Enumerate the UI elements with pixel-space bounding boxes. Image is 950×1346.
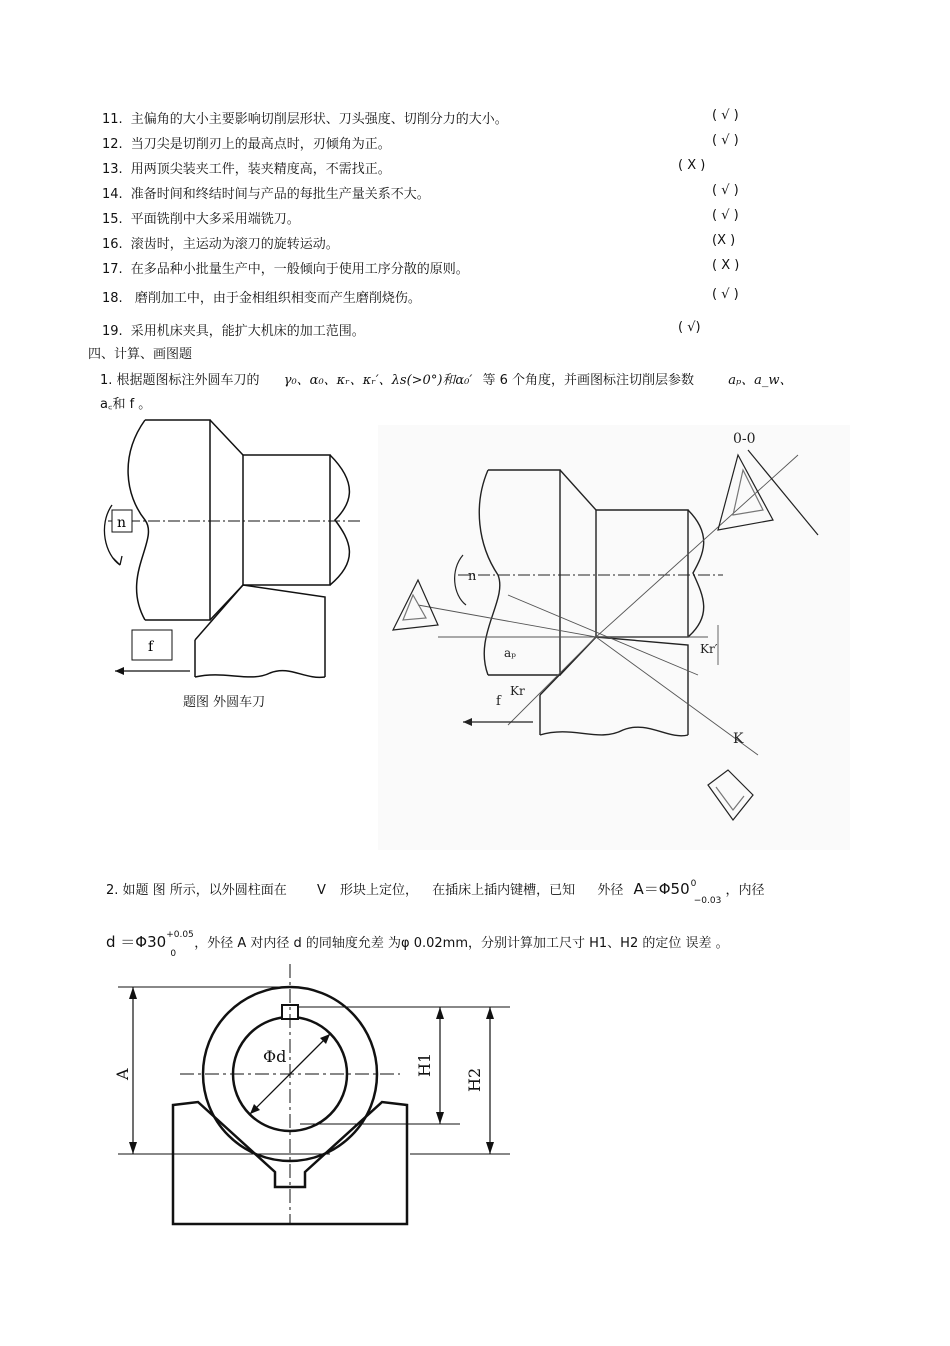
judgement-number: 12. [102, 137, 123, 152]
judgement-text: 在多品种小批量生产中，一般倾向于使用工序分散的原则。 [130, 262, 469, 277]
question-1-line1: 1. 根据题图标注外圆车刀的 γ₀、α₀、κᵣ、κᵣ′、λs(>0°)和α₀′ 等 6 个角度，并画图标注切削层参数 aₚ、a_w、 [100, 373, 793, 388]
section-heading: 四、计算、画图题 [88, 347, 193, 362]
judgement-number: 14. [102, 187, 123, 202]
judgement-answer: ( √ ) [712, 133, 739, 148]
judgement-item [102, 320, 365, 339]
judgement-text: 采用机床夹具，能扩大机床的加工范围。 [130, 324, 365, 339]
judgement-item [102, 108, 508, 127]
rotation-label-answer: n [468, 569, 477, 584]
judgement-answer: ( √ ) [712, 108, 739, 123]
figure-1-caption: 题图 外圆车刀 [183, 695, 266, 710]
h1-dimension-label: H1 [415, 1052, 434, 1077]
judgement-text: 主偏角的大小主要影响切削层形状、刀头强度、切削分力的大小。 [130, 112, 508, 127]
judgement-number: 19. [102, 324, 123, 339]
judgement-number: 18. [102, 291, 123, 306]
judgement-number: 17. [102, 262, 123, 277]
kr-prime-label: Kr′ [700, 642, 718, 656]
feed-label-answer: f [496, 694, 501, 709]
judgement-answer: ( X ) [678, 158, 706, 173]
judgement-item [102, 287, 421, 306]
judgement-number: 16. [102, 237, 123, 252]
feed-label: f [148, 639, 154, 655]
question-2-line1: 2. 如题 图 所示，以外圆柱面在 V 形块上定位， 在插床上插内键槽，已知 外径 A＝Φ50 0 $_{-0.03}$ ，内径 [106, 879, 765, 906]
judgement-text: 当刀尖是切削刃上的最高点时，刃倾角为正。 [130, 137, 391, 152]
judgement-text: 准备时间和终结时间与产品的每批生产量关系不大。 [130, 187, 430, 202]
judgement-item [102, 233, 339, 252]
judgement-answer: (X ) [712, 233, 736, 248]
judgement-item [102, 158, 391, 177]
section-label: 0-0 [733, 431, 756, 447]
lathe-tool-answer-figure [378, 425, 850, 850]
judgement-answer: ( √) [678, 320, 701, 335]
judgement-item [102, 208, 300, 227]
judgement-number: 15. [102, 212, 123, 227]
judgement-answer: ( √ ) [712, 287, 739, 302]
question-1-line2: a꜀和 f 。 [100, 397, 152, 412]
a-dimension-label: A [113, 1068, 132, 1080]
judgement-number: 13. [102, 162, 123, 177]
ap-label: aₚ [504, 646, 516, 660]
v-block-figure [100, 962, 520, 1232]
judgement-number: 11. [102, 112, 123, 127]
lathe-tool-problem-figure [100, 415, 370, 695]
question-2-line2: d ＝Φ30 +0.05 $_0$ ，外径 A 对内径 d 的同轴度允差 为φ 0.02mm，分别计算加工尺寸 H1、H2 的定位 误差 。 [106, 930, 729, 959]
judgement-answer: ( X ) [712, 258, 740, 273]
rotation-label: n [117, 515, 127, 531]
judgement-item [102, 133, 391, 152]
section-k-label: K [733, 731, 744, 747]
judgement-text: 滚齿时，主运动为滚刀的旋转运动。 [130, 237, 339, 252]
judgement-text: 磨削加工中，由于金相组织相变而产生磨削烧伤。 [130, 291, 421, 306]
judgement-text: 平面铣削中大多采用端铣刀。 [130, 212, 300, 227]
h2-dimension-label: H2 [465, 1067, 484, 1092]
judgement-answer: ( √ ) [712, 183, 739, 198]
judgement-item [102, 258, 469, 277]
judgement-text: 用两顶尖装夹工件，装夹精度高，不需找正。 [130, 162, 391, 177]
judgement-item [102, 183, 430, 202]
judgement-answer: ( √ ) [712, 208, 739, 223]
phi-d-label: Φd [263, 1047, 287, 1066]
kr-label: Kr [510, 684, 525, 698]
